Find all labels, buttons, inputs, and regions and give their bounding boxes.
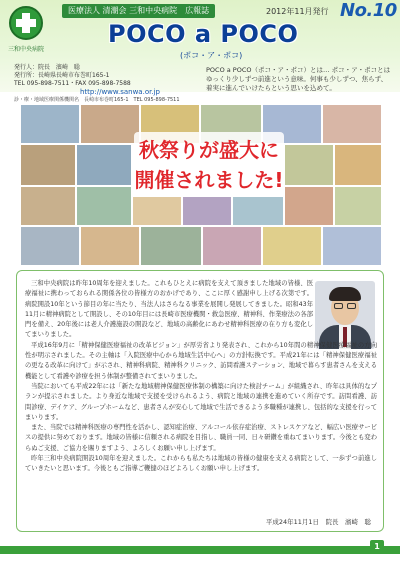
festival-photo <box>76 186 132 226</box>
festival-photo <box>76 144 132 186</box>
publisher-info <box>14 64 204 88</box>
footer-info-strip: 診・療・地域医療関係機関名 長崎市布巻町165-1 TEL 095-898-7511 <box>14 97 180 103</box>
masthead <box>0 0 400 92</box>
festival-photo <box>284 186 334 226</box>
page-number: 1 <box>370 540 384 554</box>
footer-bar <box>0 546 400 554</box>
contact: TEL 095-898-7511・FAX 095-898-7588 <box>14 80 131 87</box>
newsletter-subtitle: (ポコ・ア・ポコ) <box>180 51 243 60</box>
festival-photo <box>232 196 284 226</box>
festival-photo <box>132 196 182 226</box>
title-explanation: POCO a POCO（ポコ・ア・ポコ）とは… ポコ・ア・ポコとはゆっくり少しずつ前進という意味。何事も少しずつ、焦らず、着実に進んでいけたらという思いを込めて。 <box>206 66 391 92</box>
headline-line-2: 開催されました! <box>134 168 284 192</box>
publisher: 発行人：院長 濱崎 聡 <box>14 64 81 71</box>
festival-photo <box>334 144 382 186</box>
article-signature: 平成24年11月1日 院長 濱崎 聡 <box>265 518 371 526</box>
festival-photo <box>322 104 382 144</box>
article-paragraph: 昨年三和中央病院開設10周年を迎えました。これからも私たちは地域の皆様の健康を支える病院として、一歩ずつ前進していきたいと思います。今後ともご指導ご鞭撻のほどよろしくお願い申し上げます。 <box>25 455 377 473</box>
festival-photo <box>20 226 80 266</box>
article-paragraph: また、当院では精神科医療の専門性を活かし、認知症治療、アルコール依存症治療、ストレスケアなど、幅広い医療サービスの提供に努めております。地域の皆様に信頼される病院を目指し、職員一同、日々研鑽を重ねてまいります。今後とも変わらぬご支援、ご協力を賜りますよう、よろしくお願い申し上げます。 <box>25 424 377 452</box>
address: 発行所：長崎県長崎市布巻町165-1 <box>14 72 110 79</box>
hospital-logo <box>6 6 46 52</box>
festival-photo <box>20 186 76 226</box>
headline-line-1: 秋祭りが盛大に <box>139 138 279 162</box>
newsletter-title: POCO a POCO <box>108 20 299 48</box>
autumn-festival-photo-collage <box>20 104 382 266</box>
article-paragraph: 平成16年9月に「精神保健医療福祉の改革ビジョン」が厚労省より発表され、これから10年間の精神保健医療福祉の方向性が明示されました。その主軸は「入院医療中心から地域生活中心へ」の方針転換です。平成21年には「精神保健医療福祉の更なる改革に向けて」が示され、精神科病院、精神科クリニック、訪問看護ステーション、地域で暮らす患者さんを支える機能として看護や診療を担う体制が整備されてまいりました。 <box>25 341 377 380</box>
issue-number: No.10 <box>340 0 397 21</box>
article-paragraph: 当院においても平成22年には「新たな地域精神保健医療体制の構築に向けた検討チーム」が組織され、昨年は具体的なプランが提示されました。より身近な地域で支援を受けられるよう、病院と地域の連携を進めていく所存です。訪問看護、訪問診療、デイケア、グループホームなど、患者さんが安心して地域で生活できるよう多職種が連携し、包括的な支援を行ってまいります。 <box>25 382 377 421</box>
article-body <box>25 279 377 475</box>
festival-photo <box>322 226 382 266</box>
issue-date: 2012年11月発行 <box>266 7 329 16</box>
article-paragraph: 三和中央病院は昨年10周年を迎えました。これもひとえに病院を支えて頂きました地域の皆様、医療福祉に携わっておられる関係各位の皆様方のおかげであり、ここに厚く感謝申し上げる次第です。病院開設10年という節目の年に当たり、当法人はさらなる事業を展開し発展してきました。昭和43年11月に精神病院として開設し、その10年目には長崎市医療機関・救急医療、精神科、作業療法の各部門を備え、20年後には老人介護施設の開設など、地域の高齢化にあわせ精神科医療の在り方も変化してまいりました。 <box>25 280 313 339</box>
festival-photo <box>80 226 140 266</box>
festival-headline <box>134 132 284 196</box>
festival-photo <box>334 186 382 226</box>
director-message-article <box>16 270 384 532</box>
organization-line: 医療法人 清潮会 三和中央病院 広報誌 <box>62 4 215 18</box>
logo-label: 三和中央病院 <box>8 46 45 53</box>
festival-photo <box>20 104 80 144</box>
festival-photo <box>262 226 322 266</box>
festival-photo <box>20 144 76 186</box>
festival-photo <box>140 226 202 266</box>
festival-photo <box>284 144 334 186</box>
festival-photo <box>80 104 140 144</box>
festival-photo <box>182 196 232 226</box>
website-link[interactable]: http://www.sanwa.or.jp <box>80 88 160 96</box>
festival-photo <box>202 226 262 266</box>
